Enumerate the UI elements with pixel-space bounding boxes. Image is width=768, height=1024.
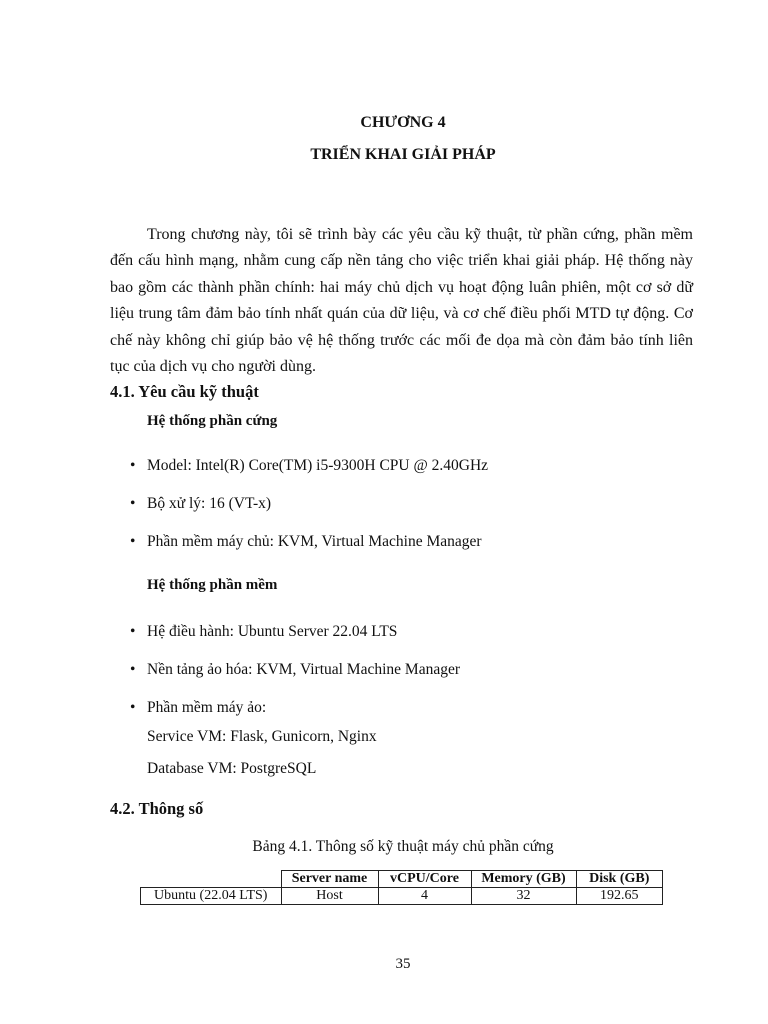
table-row	[141, 888, 663, 905]
list-item	[130, 495, 488, 513]
table-cell: Host	[281, 888, 378, 905]
chapter-title: TRIỂN KHAI GIẢI PHÁP	[310, 146, 496, 163]
spec-table	[140, 870, 663, 905]
table-cell: 4	[378, 888, 471, 905]
list-item	[130, 623, 460, 641]
list-item	[130, 533, 488, 551]
software-list	[130, 623, 460, 717]
table-cell: 32	[471, 888, 576, 905]
table-header-cell: vCPU/Core	[378, 871, 471, 888]
hardware-list	[130, 457, 488, 551]
bullet-icon: •	[130, 661, 136, 678]
software-item-os: Hệ điều hành: Ubuntu Server 22.04 LTS	[147, 623, 398, 640]
software-heading: Hệ thống phần mềm	[147, 577, 278, 593]
hardware-item-cpu: Bộ xử lý: 16 (VT-x)	[147, 495, 272, 512]
hardware-item-hypervisor: Phần mềm máy chủ: KVM, Virtual Machine Manager	[147, 533, 482, 550]
section-heading-4-2: 4.2. Thông số	[110, 799, 204, 818]
list-item	[130, 661, 460, 679]
table-cell: 192.65	[576, 888, 663, 905]
table-header-cell: Memory (GB)	[471, 871, 576, 888]
list-item	[130, 457, 488, 475]
bullet-icon: •	[130, 457, 136, 474]
list-item	[130, 699, 460, 717]
table-header-cell	[141, 871, 282, 888]
database-vm-line: Database VM: PostgreSQL	[147, 760, 317, 777]
bullet-icon: •	[130, 699, 136, 716]
bullet-icon: •	[130, 495, 136, 512]
bullet-icon: •	[130, 623, 136, 640]
software-item-vm-software: Phần mềm máy ảo:	[147, 699, 267, 716]
software-item-virtualization: Nền tảng ảo hóa: KVM, Virtual Machine Manager	[147, 661, 460, 678]
page-number: 35	[395, 956, 411, 972]
chapter-number: CHƯƠNG 4	[360, 114, 446, 131]
section-heading-4-1: 4.1. Yêu cầu kỹ thuật	[110, 382, 259, 401]
hardware-item-model: Model: Intel(R) Core(TM) i5-9300H CPU @ 2.40GHz	[147, 457, 489, 474]
hardware-heading: Hệ thống phần cứng	[147, 413, 278, 429]
table-caption: Bảng 4.1. Thông số kỹ thuật máy chủ phần cứng	[252, 838, 554, 855]
intro-paragraph: Trong chương này, tôi sẽ trình bày các yêu cầu kỹ thuật, từ phần cứng, phần mềm đến cấu hình mạng, nhằm cung cấp nền tảng cho việc triển khai giải pháp. Hệ thống này bao gồm các thành phần chính: hai máy chủ dịch vụ hoạt động luân phiên, một cơ sở dữ liệu trung tâm đảm bảo tính nhất quán của dữ liệu, và cơ chế điều phối MTD tự động. Cơ chế này không chỉ giúp bảo vệ hệ thống trước các mối đe dọa mà còn đảm bảo tính liên tục của dịch vụ cho người dùng.	[110, 226, 693, 376]
table-header-row	[141, 871, 663, 888]
table-header-cell: Disk (GB)	[576, 871, 663, 888]
table-cell: Ubuntu (22.04 LTS)	[141, 888, 282, 905]
bullet-icon: •	[130, 533, 136, 550]
service-vm-line: Service VM: Flask, Gunicorn, Nginx	[147, 728, 377, 745]
table-header-cell: Server name	[281, 871, 378, 888]
